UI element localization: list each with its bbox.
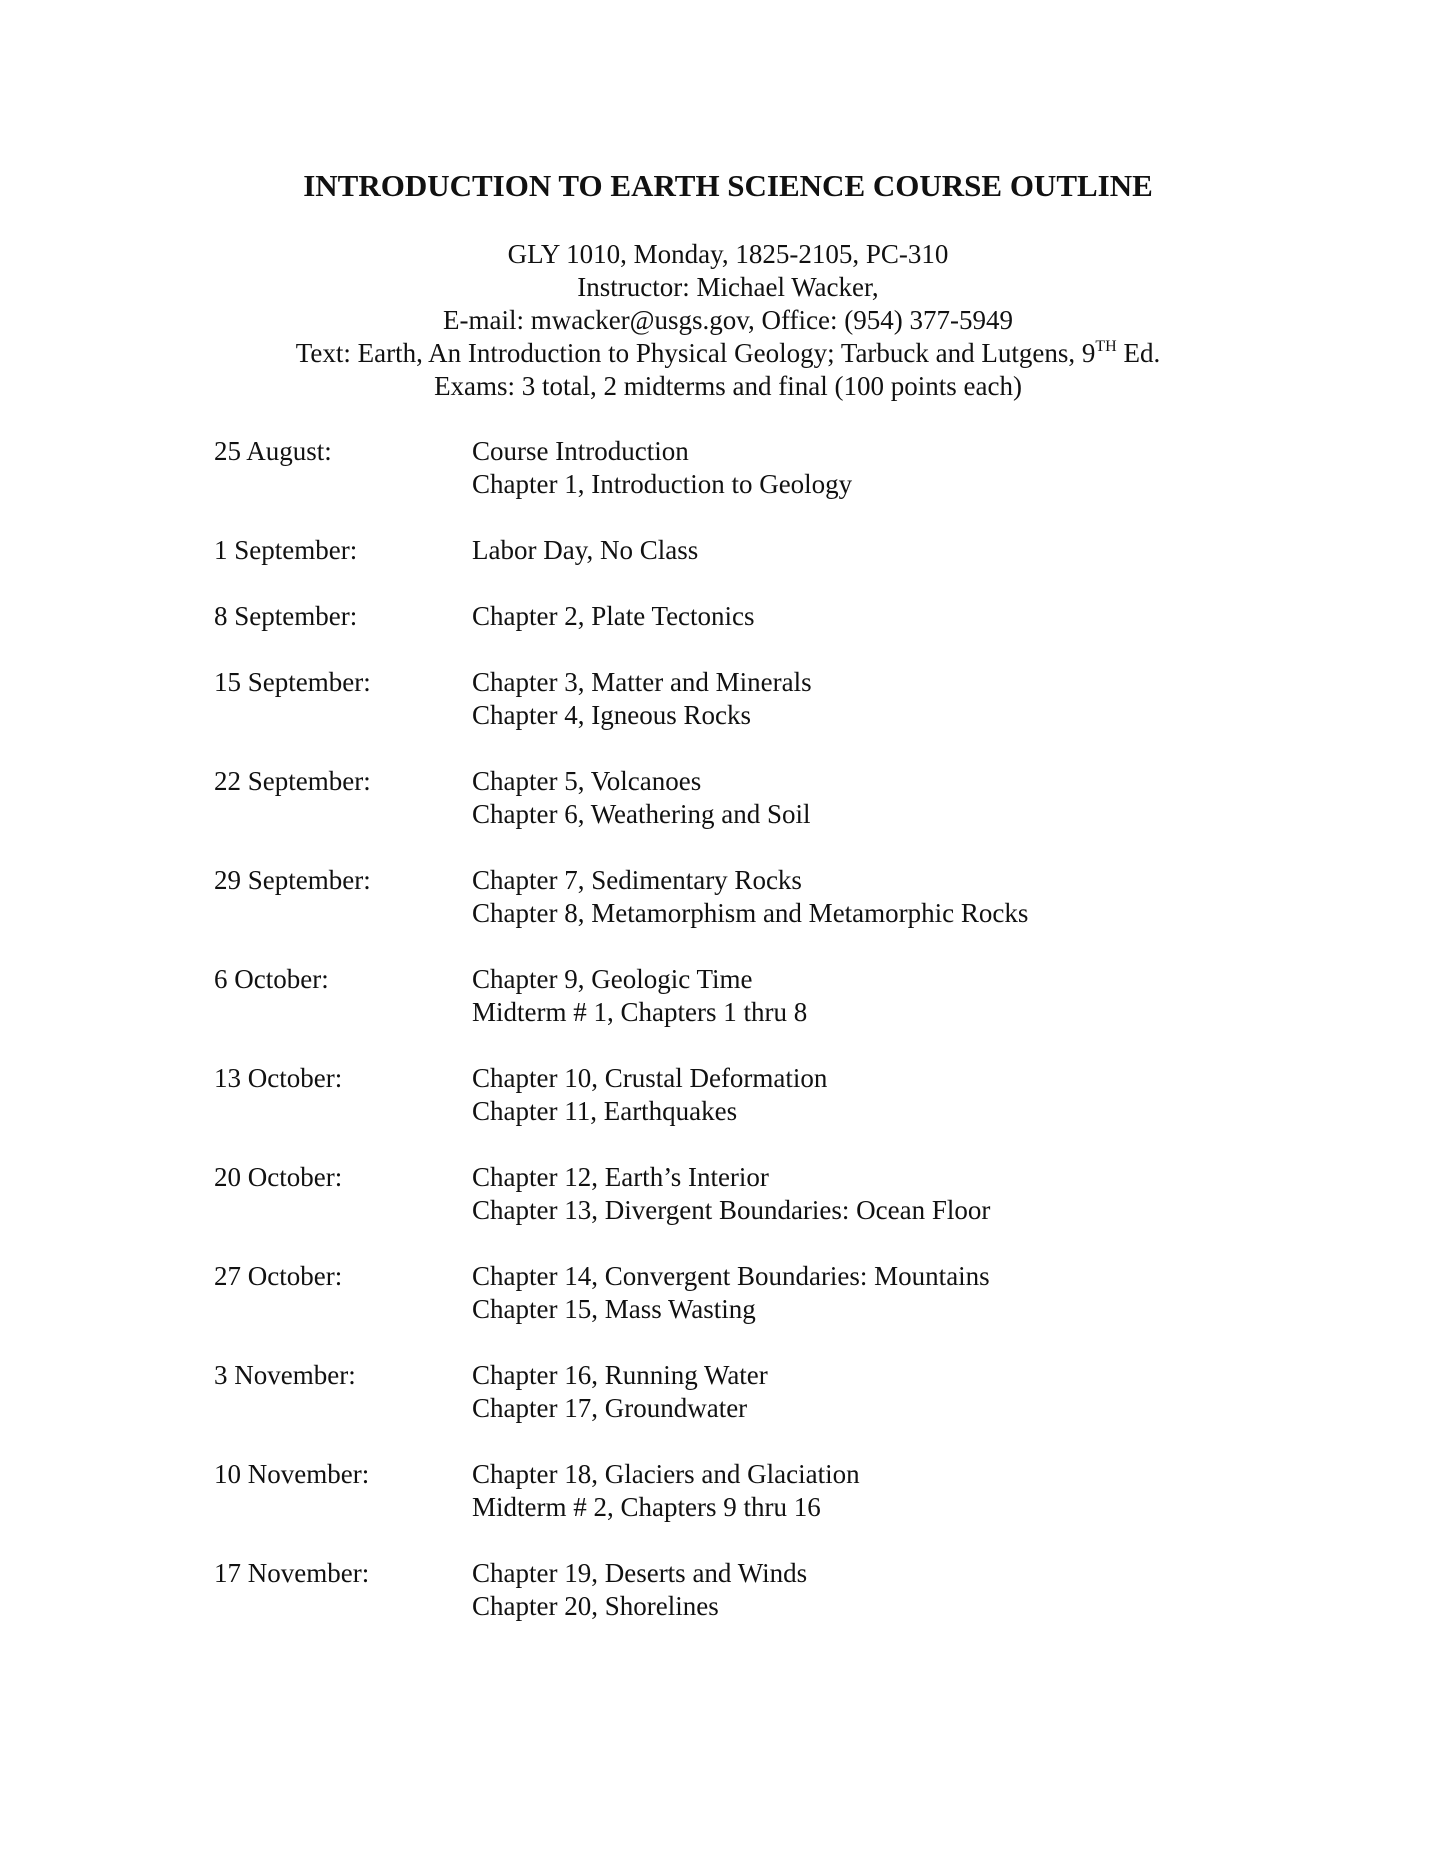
- schedule-topics: [472, 1458, 1314, 1524]
- schedule-topic: Chapter 8, Metamorphism and Metamorphic Rocks: [472, 898, 1029, 928]
- schedule-topics: [472, 534, 1314, 567]
- contact-line: E-mail: mwacker@usgs.gov, Office: (954) 377-5949: [443, 305, 1013, 335]
- textbook-line-suffix: Ed.: [1116, 338, 1161, 368]
- schedule-row: [214, 435, 1314, 501]
- schedule-topics: [472, 963, 1314, 1029]
- schedule-date: 13 October:: [214, 1063, 343, 1093]
- schedule-date: 29 September:: [214, 865, 371, 895]
- schedule-row: [214, 864, 1314, 930]
- schedule-topic: Chapter 12, Earth’s Interior: [472, 1162, 769, 1192]
- schedule-row: [214, 1458, 1314, 1524]
- schedule-topic: Chapter 7, Sedimentary Rocks: [472, 865, 802, 895]
- schedule-row: [214, 666, 1314, 732]
- schedule-row: [214, 765, 1314, 831]
- schedule-topics: [472, 1359, 1314, 1425]
- textbook-line-prefix: Text: Earth, An Introduction to Physical Geology; Tarbuck and Lutgens, 9: [295, 338, 1096, 368]
- schedule-date: 1 September:: [214, 535, 358, 565]
- schedule-row: [214, 1161, 1314, 1227]
- schedule-date: 6 October:: [214, 964, 329, 994]
- schedule-topics: [472, 1260, 1314, 1326]
- schedule-topic: Chapter 14, Convergent Boundaries: Mountains: [472, 1261, 990, 1291]
- course-info-line: GLY 1010, Monday, 1825-2105, PC-310: [507, 239, 949, 269]
- schedule-topic: Chapter 9, Geologic Time: [472, 964, 753, 994]
- schedule-topic: Chapter 1, Introduction to Geology: [472, 469, 853, 499]
- schedule-topics: [472, 600, 1314, 633]
- schedule-row: [214, 1359, 1314, 1425]
- schedule-topic: Labor Day, No Class: [472, 535, 699, 565]
- schedule-topics: [472, 435, 1314, 501]
- schedule-row: [214, 1260, 1314, 1326]
- schedule-row: [214, 1557, 1314, 1623]
- schedule-row: [214, 534, 1314, 567]
- schedule-topic: Chapter 18, Glaciers and Glaciation: [472, 1459, 860, 1489]
- exams-line: Exams: 3 total, 2 midterms and final (100 points each): [434, 371, 1022, 401]
- schedule-row: [214, 1062, 1314, 1128]
- schedule-date: 20 October:: [214, 1162, 343, 1192]
- schedule-date: 22 September:: [214, 766, 371, 796]
- instructor-line: Instructor: Michael Wacker,: [577, 272, 879, 302]
- schedule-date: 10 November:: [214, 1459, 370, 1489]
- schedule-date: 8 September:: [214, 601, 358, 631]
- schedule-list: [214, 435, 1314, 1623]
- schedule-date: 3 November:: [214, 1360, 356, 1390]
- course-header: [0, 238, 1456, 403]
- schedule-topic: Chapter 17, Groundwater: [472, 1393, 748, 1423]
- schedule-topic: Chapter 5, Volcanoes: [472, 766, 702, 796]
- schedule-topic: Midterm # 1, Chapters 1 thru 8: [472, 997, 808, 1027]
- page-title: INTRODUCTION TO EARTH SCIENCE COURSE OUTLINE: [303, 168, 1153, 203]
- schedule-topic: Course Introduction: [472, 436, 689, 466]
- schedule-topics: [472, 666, 1314, 732]
- schedule-topics: [472, 1557, 1314, 1623]
- schedule-row: [214, 963, 1314, 1029]
- schedule-topics: [472, 765, 1314, 831]
- schedule-date: 27 October:: [214, 1261, 343, 1291]
- schedule-topic: Chapter 11, Earthquakes: [472, 1096, 738, 1126]
- schedule-topic: Chapter 13, Divergent Boundaries: Ocean Floor: [472, 1195, 991, 1225]
- schedule-row: [214, 600, 1314, 633]
- schedule-topics: [472, 1161, 1314, 1227]
- schedule-date: 15 September:: [214, 667, 371, 697]
- schedule-topics: [472, 864, 1314, 930]
- schedule-topics: [472, 1062, 1314, 1128]
- schedule-topic: Chapter 2, Plate Tectonics: [472, 601, 755, 631]
- schedule-topic: Chapter 4, Igneous Rocks: [472, 700, 751, 730]
- schedule-topic: Chapter 20, Shorelines: [472, 1591, 719, 1621]
- textbook-line: [0, 337, 1456, 370]
- schedule-date: 25 August:: [214, 436, 332, 466]
- schedule-topic: Chapter 10, Crustal Deformation: [472, 1063, 828, 1093]
- schedule-topic: Chapter 16, Running Water: [472, 1360, 768, 1390]
- edition-superscript: TH: [1095, 338, 1117, 355]
- schedule-topic: Chapter 19, Deserts and Winds: [472, 1558, 808, 1588]
- schedule-topic: Chapter 6, Weathering and Soil: [472, 799, 811, 829]
- schedule-date: 17 November:: [214, 1558, 370, 1588]
- schedule-topic: Midterm # 2, Chapters 9 thru 16: [472, 1492, 821, 1522]
- schedule-topic: Chapter 15, Mass Wasting: [472, 1294, 756, 1324]
- schedule-topic: Chapter 3, Matter and Minerals: [472, 667, 812, 697]
